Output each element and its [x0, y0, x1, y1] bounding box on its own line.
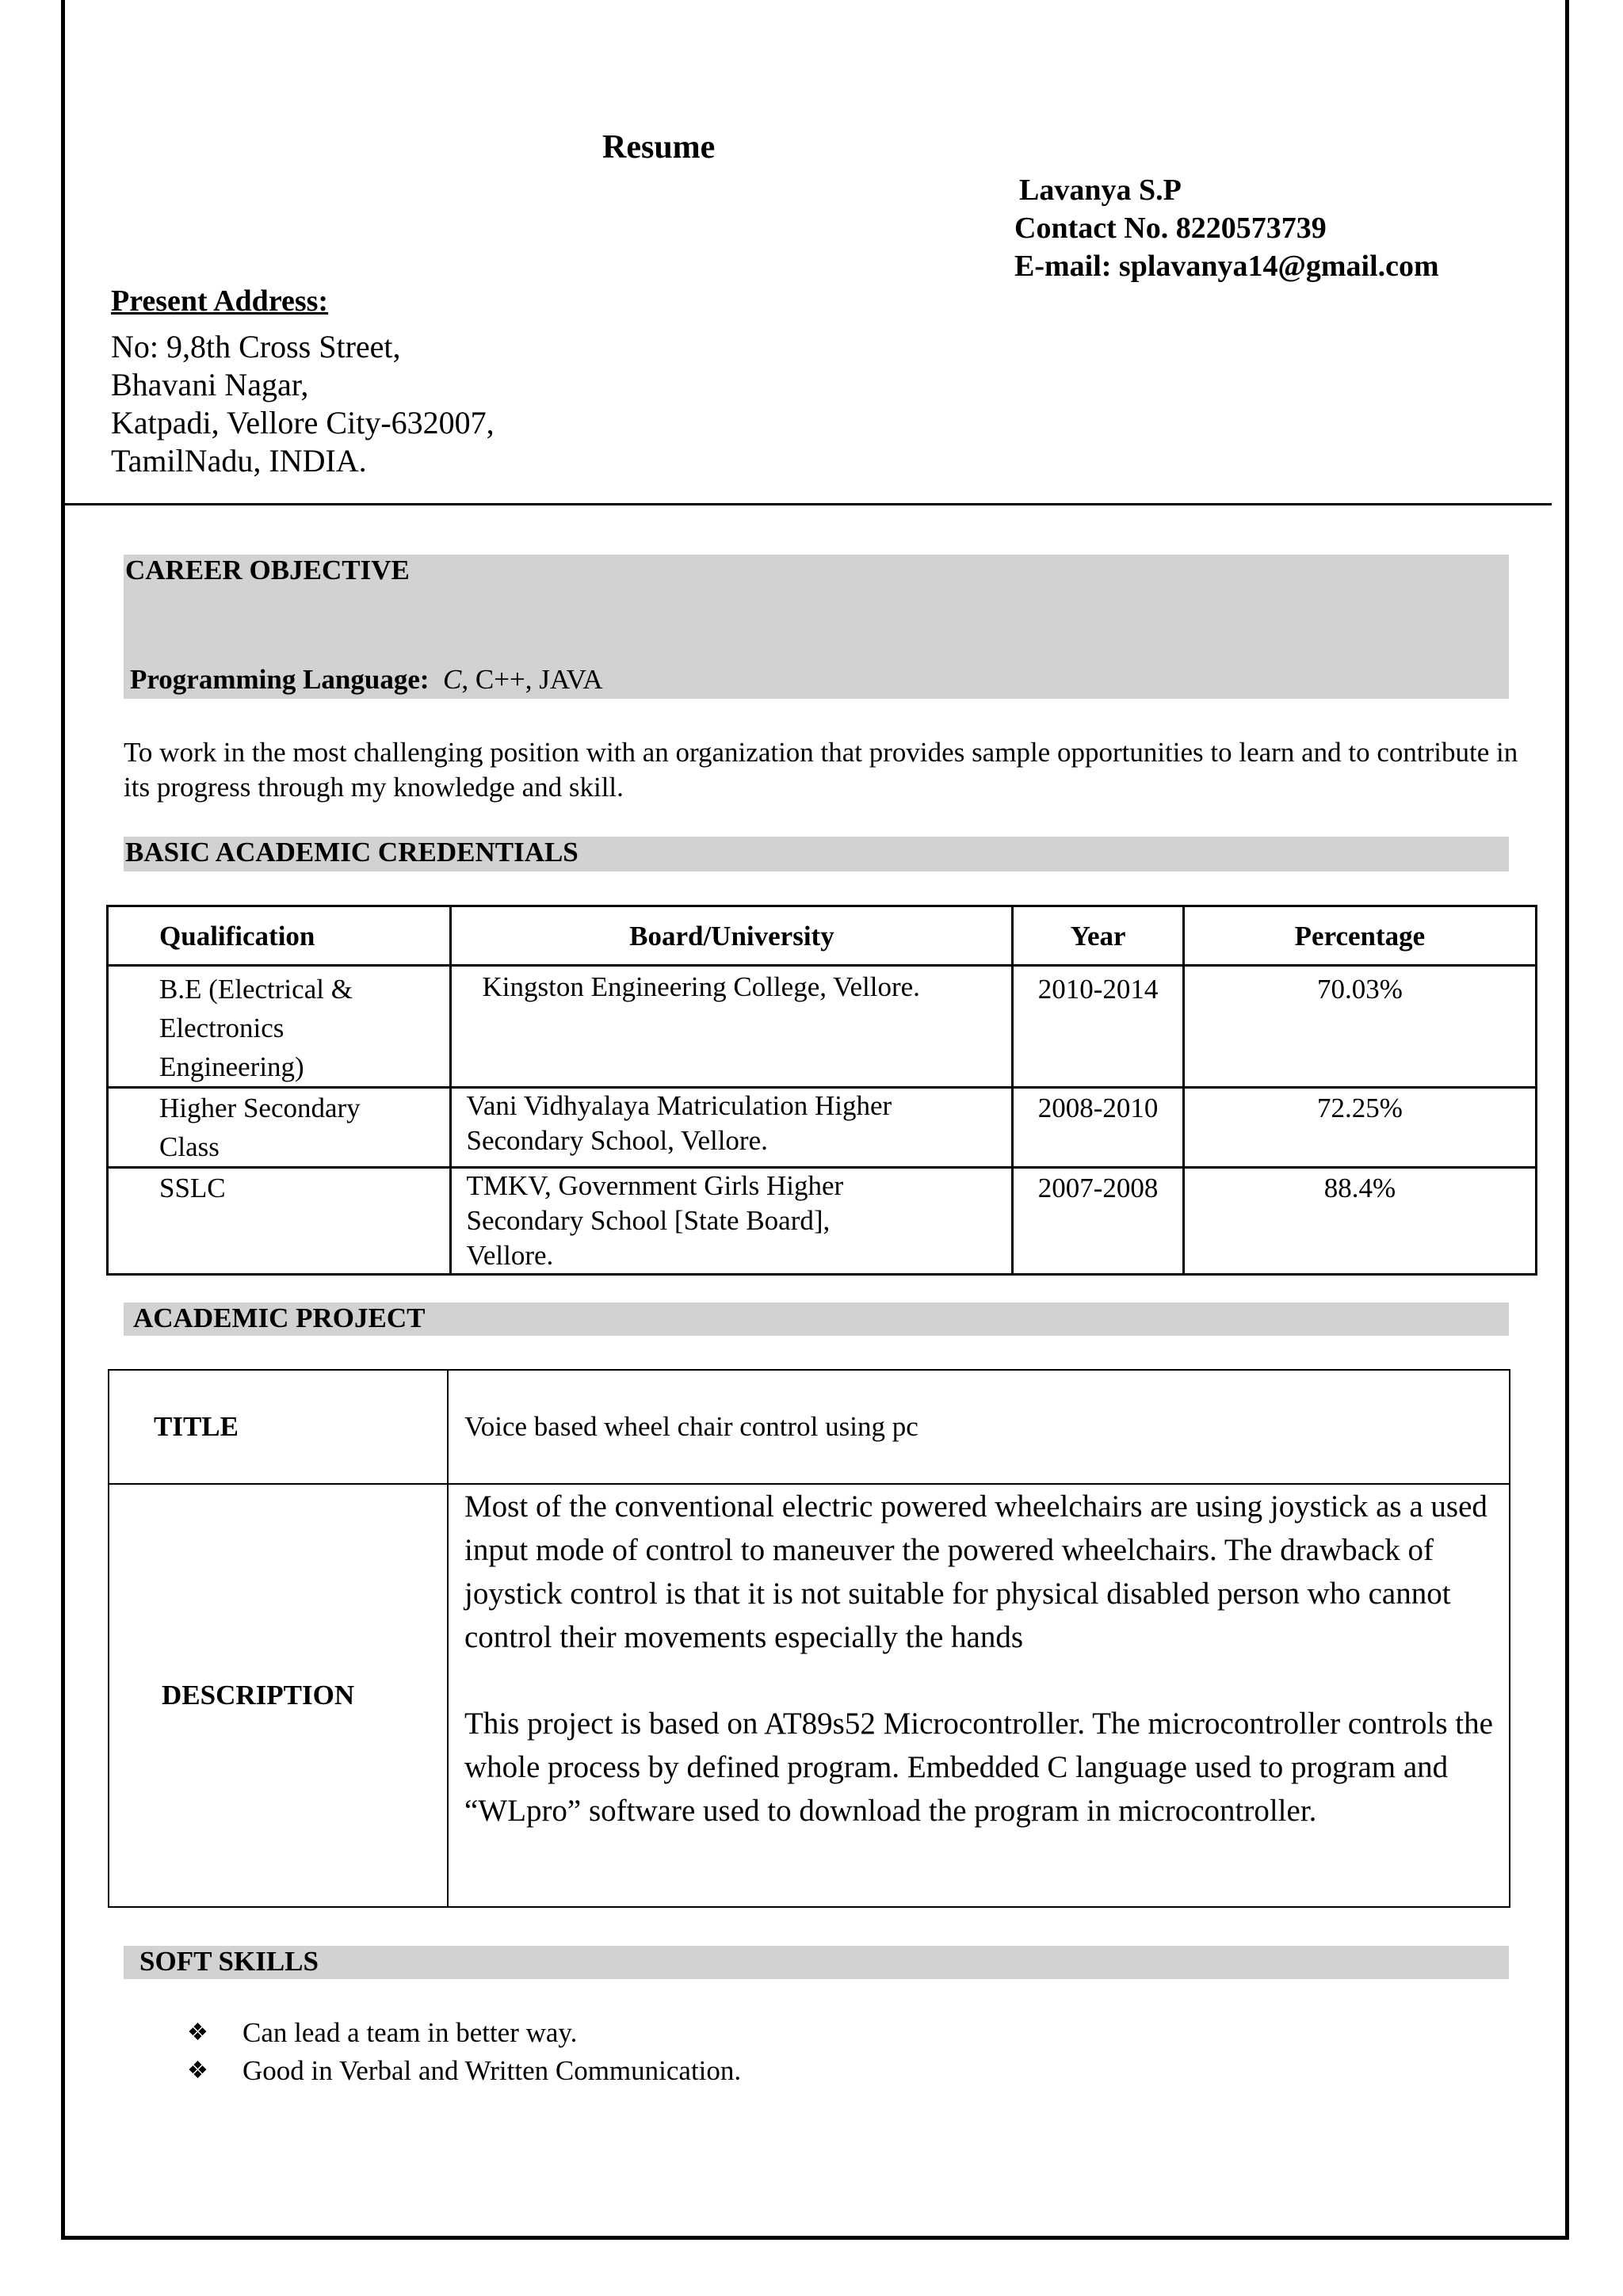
soft-skills-list — [187, 2014, 741, 2090]
table-header-row — [108, 906, 1537, 966]
programming-language-c: C — [443, 664, 462, 695]
column-header: Year — [1013, 906, 1184, 966]
qualification-cell: B.E (Electrical & Electronics Engineering) — [108, 966, 451, 1088]
candidate-name: Lavanya S.P — [1019, 174, 1182, 207]
academic-band — [124, 837, 1509, 871]
title-label: TITLE — [109, 1370, 448, 1484]
email-address: E-mail: splavanya14@gmail.com — [1014, 250, 1439, 283]
address-line: No: 9,8th Cross Street, — [111, 329, 401, 364]
header-divider — [65, 503, 1552, 505]
percentage-cell: 70.03% — [1183, 966, 1536, 1088]
year-cell: 2010-2014 — [1013, 966, 1184, 1088]
project-band — [124, 1302, 1509, 1336]
description-paragraph: Most of the conventional electric powered wheelchairs are using joystick as a used input mode of control to maneuver the powered wheelchairs. The drawback of joystick control is that it is not suitable for physical disabled person who cannot control their movements especially the hands — [464, 1489, 1487, 1654]
project-title-row — [109, 1370, 1510, 1484]
programming-language-value: , C++, JAVA — [461, 664, 603, 695]
contact-number: Contact No. 8220573739 — [1014, 212, 1327, 245]
soft-skills-heading: SOFT SKILLS — [139, 1946, 319, 1977]
board-cell: Kingston Engineering College, Vellore. — [451, 966, 1013, 1088]
project-description-row — [109, 1484, 1510, 1907]
project-table — [108, 1369, 1510, 1908]
year-cell: 2007-2008 — [1013, 1168, 1184, 1275]
programming-language-label: Programming Language: — [130, 664, 430, 695]
qualification-cell: Higher Secondary Class — [108, 1088, 451, 1168]
column-header: Qualification — [108, 906, 451, 966]
contact-block — [1014, 171, 1439, 285]
skill-text: Good in Verbal and Written Communication. — [242, 2055, 742, 2086]
column-header: Board/University — [451, 906, 1013, 966]
table-row — [108, 966, 1537, 1088]
programming-language — [130, 664, 603, 696]
address-block — [111, 328, 495, 480]
academic-table — [106, 905, 1537, 1276]
academic-heading: BASIC ACADEMIC CREDENTIALS — [125, 837, 579, 868]
address-line: TamilNadu, INDIA. — [111, 443, 367, 479]
percentage-cell: 88.4% — [1183, 1168, 1536, 1275]
year-cell: 2008-2010 — [1013, 1088, 1184, 1168]
description-label: DESCRIPTION — [109, 1484, 448, 1907]
percentage-cell: 72.25% — [1183, 1088, 1536, 1168]
column-header: Percentage — [1183, 906, 1536, 966]
list-item — [187, 2052, 741, 2090]
document-title: Resume — [602, 129, 716, 166]
table-row — [108, 1088, 1537, 1168]
list-item — [187, 2014, 741, 2052]
board-cell: TMKV, Government Girls Higher Secondary School [State Board], Vellore. — [451, 1168, 1013, 1275]
soft-skills-band — [124, 1946, 1509, 1979]
address-heading: Present Address: — [111, 284, 329, 318]
objective-text: To work in the most challenging position with an organization that provides sample opportunities to learn and to contribute in its progress through my knowledge and skill. — [124, 737, 1518, 803]
qualification-cell: SSLC — [108, 1168, 451, 1275]
address-line: Bhavani Nagar, — [111, 367, 309, 402]
title-value: Voice based wheel chair control using pc — [448, 1370, 1510, 1484]
project-heading: ACADEMIC PROJECT — [133, 1302, 426, 1333]
table-row — [108, 1168, 1537, 1275]
diamond-bullet-icon: ❖ — [187, 2058, 208, 2084]
address-line: Katpadi, Vellore City-632007, — [111, 405, 495, 441]
board-cell: Vani Vidhyalaya Matriculation Higher Secondary School, Vellore. — [451, 1088, 1013, 1168]
description-cell — [448, 1484, 1510, 1907]
diamond-bullet-icon: ❖ — [187, 2019, 208, 2046]
description-paragraph: This project is based on AT89s52 Microcontroller. The microcontroller controls the whole process by defined program. Embedded C language used to program and “WLpro” software used to download the program in microcontroller. — [464, 1707, 1493, 1828]
career-objective-heading: CAREER OBJECTIVE — [125, 555, 410, 585]
career-objective-band — [124, 555, 1509, 699]
skill-text: Can lead a team in better way. — [242, 2017, 578, 2048]
